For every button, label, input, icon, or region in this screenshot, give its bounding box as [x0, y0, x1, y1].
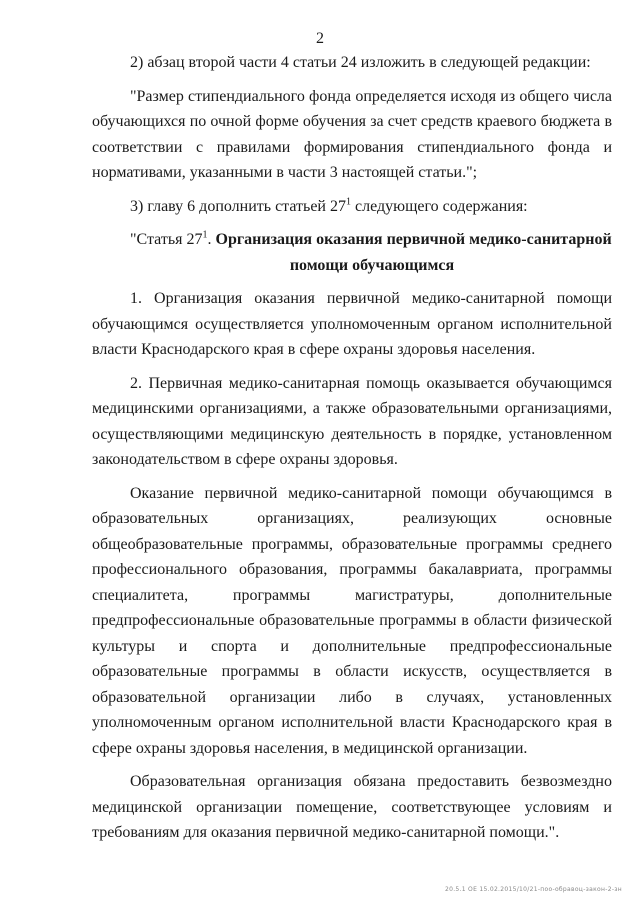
item3-text-before: 3) главу 6 дополнить статьей 27: [130, 197, 346, 215]
paragraph-quote-stipend: "Размер стипендиального фонда определяется исходя из общего числа обучающихся по очной форме обучения за счет средств краевого бюджета в соответствии с правилами формирования стипендиального фонда и нормативами, указанными в части 3 настоящей статьи.";: [92, 87, 612, 181]
article-heading: [92, 227, 612, 253]
paragraph-item-2: 2) абзац второй части 4 статьи 24 изложить в следующей редакции:: [130, 54, 591, 71]
article-dot: .: [207, 231, 216, 248]
footer-document-code: 20.5.1 ОЕ 15.02.2015/10/21-поо-обравоц-закон-2-зн: [444, 886, 622, 893]
article-title-line1: Организация оказания первичной медико-санитарной: [215, 231, 612, 248]
item3-text-after: следующего содержания:: [351, 197, 528, 215]
paragraph-point-2: 2. Первичная медико-санитарная помощь оказывается обучающимся медицинскими организациями, а также образовательными организациями, осуществляющими медицинскую деятельность в порядке, установленном законодательством в сфере охраны здоровья.: [92, 374, 612, 468]
paragraph-primary-care: Оказание первичной медико-санитарной помощи обучающимся в образовательных организациях, реализующих основные общеобразовательные программы, образовательные программы среднего профессионального образования, программы бакалавриата, программы специалитета, программы магистратуры, дополнительные предпрофессиональные образовательные программы в области физической культуры и спорта и дополнительные предпрофессиональные образовательные программы в области искусств, осуществляется в образовательной организации либо в случаях, установленных уполномоченным органом исполнительной власти Краснодарского края в сфере охраны здоровья населения, в медицинской организации.: [92, 484, 612, 757]
paragraph-item-3: [92, 194, 612, 220]
item3-superscript: 1: [346, 196, 351, 208]
paragraph-premises: Образовательная организация обязана предоставить безвозмездно медицинской организации помещение, соответствующее условиям и требованиям для оказания первичной медико-санитарной помощи.".: [92, 773, 612, 841]
paragraph-point-1: 1. Организация оказания первичной медико-санитарной помощи обучающимся осуществляется уполномоченным органом исполнительной власти Краснодарского края в сфере охраны здоровья населения.: [92, 290, 612, 358]
document-body: [92, 50, 612, 846]
article-title-line2: помощи обучающимся: [289, 256, 455, 274]
article-prefix: "Статья 27: [130, 231, 203, 248]
article-superscript: 1: [202, 229, 208, 241]
page-number: 2: [316, 30, 324, 47]
